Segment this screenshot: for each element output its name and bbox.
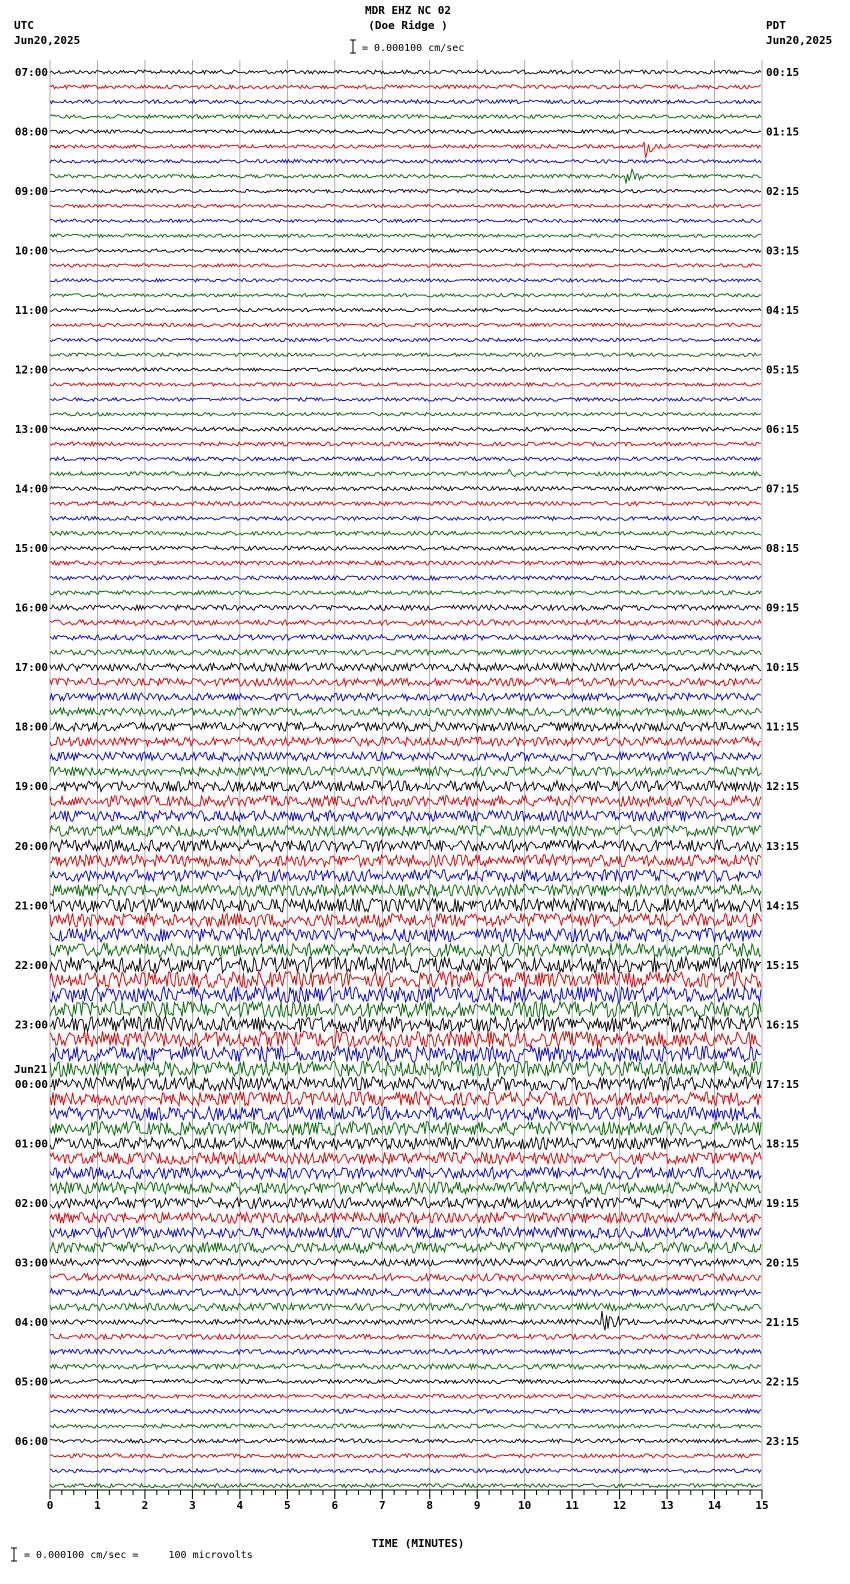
pdt-hour-labels <box>766 66 799 1448</box>
trace-line <box>50 1092 761 1106</box>
pdt-hour-label: 15:15 <box>766 958 800 972</box>
x-tick-label: 14 <box>707 1499 722 1512</box>
utc-hour-label: 20:00 <box>14 839 48 853</box>
trace-line <box>50 338 761 342</box>
trace-lines <box>50 70 761 1487</box>
trace-line <box>50 840 761 852</box>
trace-line <box>50 308 761 311</box>
trace-line <box>50 635 761 640</box>
x-tick-label: 3 <box>189 1499 196 1512</box>
trace-line <box>50 353 761 356</box>
trace-line <box>50 219 761 222</box>
trace-line <box>50 130 761 134</box>
trace-line <box>50 398 761 402</box>
utc-hour-label: 12:00 <box>14 363 48 377</box>
trace-line <box>50 546 761 550</box>
trace-line <box>50 1311 761 1330</box>
trace-line <box>50 1002 761 1018</box>
trace-line <box>50 767 761 776</box>
pdt-hour-label: 08:15 <box>766 542 800 556</box>
trace-line <box>50 605 761 610</box>
trace-line <box>50 1259 761 1266</box>
trace-line <box>50 1484 761 1488</box>
trace-line <box>50 752 761 761</box>
utc-hour-label: 22:00 <box>14 958 48 972</box>
trace-line <box>50 561 761 565</box>
trace-line <box>50 368 761 371</box>
pdt-hour-label: 01:15 <box>766 125 800 139</box>
footer-scale-bar-icon <box>11 1548 17 1561</box>
utc-hour-label: 13:00 <box>14 423 48 437</box>
x-tick-label: 13 <box>660 1499 674 1512</box>
trace-line <box>50 323 761 327</box>
trace-line <box>50 957 761 973</box>
right-date: Jun20,2025 <box>766 34 833 47</box>
utc-hour-label: 04:00 <box>14 1315 48 1329</box>
trace-line <box>50 1198 761 1209</box>
utc-hour-label: 19:00 <box>14 780 48 794</box>
station-title: MDR EHZ NC 02 <box>364 4 452 17</box>
trace-line <box>50 1182 761 1194</box>
trace-line <box>50 1334 761 1339</box>
trace-line <box>50 1016 761 1032</box>
x-tick-label: 12 <box>612 1499 627 1512</box>
time-axis <box>47 1490 769 1512</box>
trace-line <box>50 531 761 535</box>
trace-line <box>50 470 761 477</box>
trace-line <box>50 487 761 491</box>
x-tick-label: 2 <box>141 1499 149 1512</box>
trace-line <box>50 663 761 671</box>
pdt-hour-label: 00:15 <box>766 66 800 79</box>
utc-hour-label: 00:00 <box>14 1077 48 1091</box>
pdt-hour-label: 16:15 <box>766 1018 800 1032</box>
trace-line <box>50 943 761 957</box>
trace-line <box>50 1349 761 1354</box>
pdt-hour-label: 23:15 <box>766 1434 800 1448</box>
pdt-hour-label: 09:15 <box>766 601 800 615</box>
x-tick-label: 8 <box>426 1499 434 1512</box>
trace-line <box>50 870 761 882</box>
trace-line <box>50 972 761 988</box>
x-axis-label: TIME (MINUTES) <box>371 1537 465 1550</box>
utc-hour-label: 10:00 <box>14 244 48 258</box>
trace-line <box>50 1046 761 1062</box>
utc-hour-label: 18:00 <box>14 720 48 734</box>
utc-hour-label: 21:00 <box>14 899 48 913</box>
scale-bar-icon <box>350 40 356 53</box>
pdt-hour-label: 21:15 <box>766 1315 800 1329</box>
pdt-hour-label: 19:15 <box>766 1196 800 1210</box>
trace-line <box>50 650 761 655</box>
pdt-hour-label: 07:15 <box>766 482 800 496</box>
trace-line <box>50 1107 761 1121</box>
trace-line <box>50 516 761 520</box>
trace-line <box>50 855 761 867</box>
pdt-hour-label: 11:15 <box>766 720 800 734</box>
trace-line <box>50 1242 761 1253</box>
trace-line <box>50 678 761 686</box>
trace-line <box>50 1364 761 1369</box>
trace-line <box>50 1061 761 1077</box>
pdt-hour-label: 13:15 <box>766 839 800 853</box>
trace-line <box>50 1167 761 1179</box>
trace-line <box>50 1152 761 1164</box>
x-tick-label: 6 <box>331 1499 339 1512</box>
trace-line <box>50 457 761 461</box>
trace-line <box>50 85 761 89</box>
pdt-hour-label: 20:15 <box>766 1256 800 1270</box>
trace-line <box>50 160 761 164</box>
pdt-hour-label: 17:15 <box>766 1077 800 1091</box>
pdt-hour-label: 06:15 <box>766 423 800 437</box>
trace-line <box>50 796 761 807</box>
pdt-hour-label: 22:15 <box>766 1375 800 1389</box>
utc-hour-label: 06:00 <box>14 1434 48 1448</box>
trace-line <box>50 189 761 192</box>
trace-line <box>50 1454 761 1458</box>
trace-line <box>50 781 761 792</box>
trace-line <box>50 1469 761 1473</box>
trace-line <box>50 1031 761 1049</box>
utc-hour-labels <box>14 66 48 1448</box>
x-tick-label: 1 <box>94 1499 101 1512</box>
x-tick-label: 9 <box>473 1499 481 1512</box>
trace-line <box>50 427 761 431</box>
pdt-hour-label: 03:15 <box>766 244 800 258</box>
utc-hour-label: 09:00 <box>14 185 48 199</box>
trace-line <box>50 249 761 252</box>
trace-line <box>50 576 761 580</box>
trace-line <box>50 1409 761 1413</box>
utc-hour-label: 01:00 <box>14 1137 48 1151</box>
utc-hour-label: 16:00 <box>14 601 48 615</box>
x-tick-label: 15 <box>755 1499 769 1512</box>
trace-line <box>50 987 761 1003</box>
trace-line <box>50 737 761 746</box>
trace-line <box>50 1122 761 1136</box>
date-change-label: Jun21 <box>14 1062 48 1076</box>
pdt-hour-label: 14:15 <box>766 899 800 913</box>
utc-hour-label: 15:00 <box>14 542 48 556</box>
trace-line <box>50 1439 761 1443</box>
left-date: Jun20,2025 <box>14 34 81 47</box>
utc-hour-label: 17:00 <box>14 661 48 675</box>
trace-line <box>50 234 761 237</box>
trace-line <box>50 1289 761 1296</box>
trace-line <box>50 1137 761 1149</box>
trace-line <box>50 693 761 701</box>
trace-line <box>50 169 761 183</box>
trace-line <box>50 442 761 446</box>
pdt-hour-label: 05:15 <box>766 363 800 377</box>
trace-line <box>50 70 761 74</box>
trace-line <box>50 1212 761 1223</box>
trace-line <box>50 413 761 417</box>
trace-line <box>50 294 761 297</box>
right-timezone: PDT <box>766 19 786 32</box>
pdt-hour-label: 12:15 <box>766 780 800 794</box>
trace-line <box>50 1394 761 1398</box>
x-tick-label: 5 <box>284 1499 291 1512</box>
trace-line <box>50 264 761 267</box>
pdt-hour-label: 02:15 <box>766 185 800 199</box>
site-title: (Doe Ridge ) <box>368 19 448 32</box>
left-timezone: UTC <box>14 19 34 32</box>
utc-hour-label: 14:00 <box>14 482 48 496</box>
pdt-hour-label: 04:15 <box>766 304 800 318</box>
utc-hour-label: 08:00 <box>14 125 48 139</box>
trace-line <box>50 811 761 822</box>
trace-line <box>50 1379 761 1383</box>
trace-line <box>50 383 761 386</box>
utc-hour-label: 07:00 <box>14 66 48 79</box>
trace-line <box>50 722 761 731</box>
trace-line <box>50 913 761 927</box>
trace-line <box>50 502 761 506</box>
x-tick-label: 10 <box>518 1499 532 1512</box>
utc-hour-label: 03:00 <box>14 1256 48 1270</box>
pdt-hour-label: 10:15 <box>766 661 800 675</box>
trace-line <box>50 1424 761 1428</box>
trace-line <box>50 204 761 207</box>
footer-scale-note: = 0.000100 cm/sec = 100 microvolts <box>24 1550 253 1561</box>
trace-line <box>50 928 761 942</box>
trace-line <box>50 142 761 158</box>
x-tick-label: 11 <box>565 1499 579 1512</box>
utc-hour-label: 05:00 <box>14 1375 48 1389</box>
trace-line <box>50 898 761 912</box>
trace-line <box>50 708 761 716</box>
utc-hour-label: 23:00 <box>14 1018 48 1032</box>
trace-line <box>50 100 761 104</box>
trace-line <box>50 826 761 837</box>
x-tick-label: 7 <box>378 1499 386 1512</box>
utc-hour-label: 11:00 <box>14 304 48 318</box>
trace-line <box>50 620 761 625</box>
trace-line <box>50 115 761 119</box>
trace-line <box>50 1303 761 1310</box>
scale-text: = 0.000100 cm/sec <box>362 43 465 54</box>
trace-line <box>50 884 761 896</box>
utc-hour-label: 02:00 <box>14 1196 48 1210</box>
pdt-hour-label: 18:15 <box>766 1137 800 1151</box>
trace-line <box>50 1227 761 1238</box>
trace-line <box>50 591 761 595</box>
trace-line <box>50 1077 761 1091</box>
trace-line <box>50 1274 761 1281</box>
x-tick-label: 0 <box>46 1499 54 1512</box>
trace-line <box>50 279 761 282</box>
x-tick-label: 4 <box>236 1499 244 1512</box>
